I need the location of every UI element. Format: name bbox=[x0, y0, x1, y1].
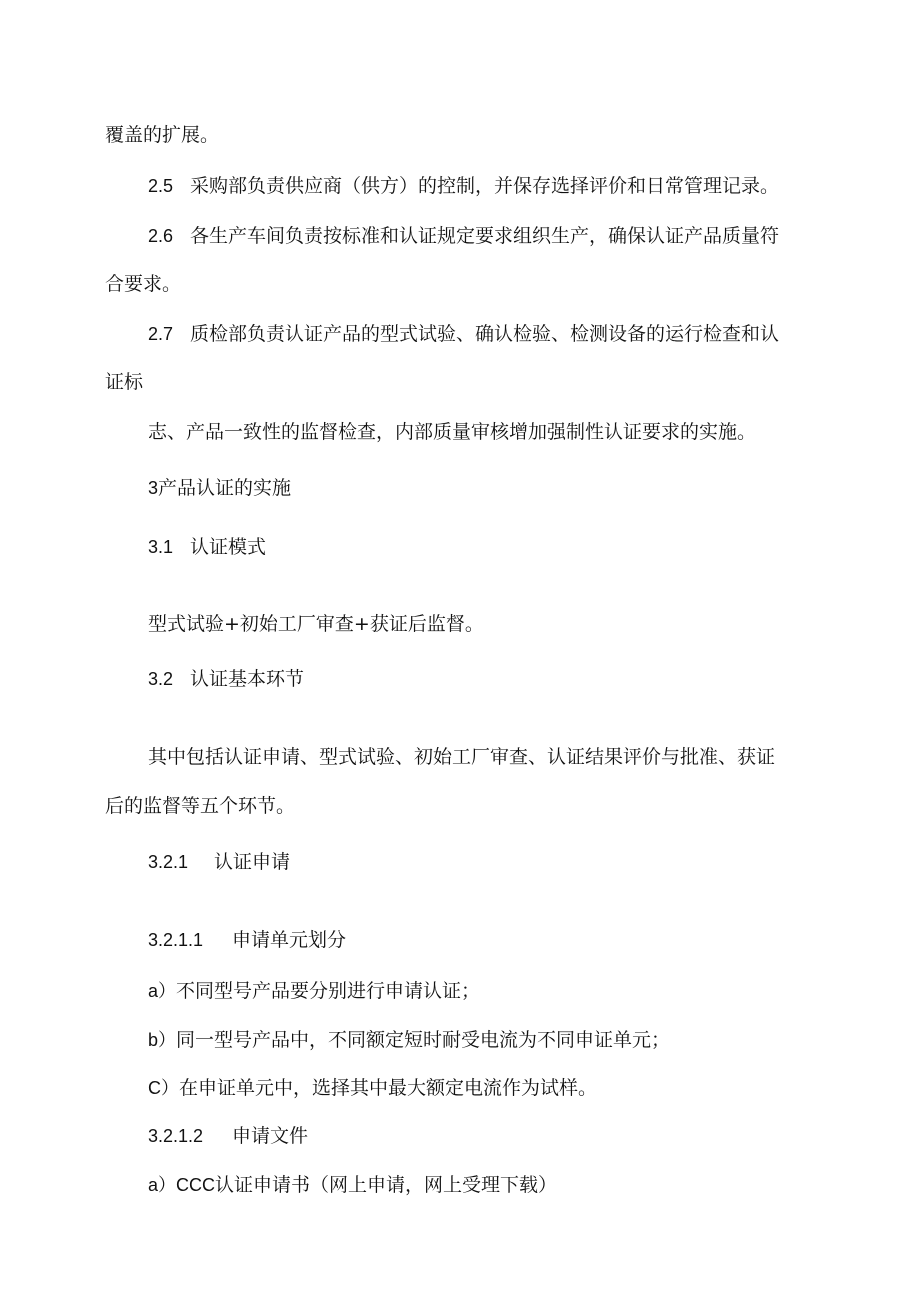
section-3-heading bbox=[148, 474, 291, 502]
text: 证标 bbox=[105, 371, 144, 393]
section-title: 认证基本环节 bbox=[190, 668, 305, 690]
clause-text: 采购部负责供应商（供方）的控制，并保存选择评价和日常管理记录。 bbox=[190, 175, 780, 197]
basic-steps-continuation bbox=[105, 792, 295, 820]
section-number: 3.2.1.1 bbox=[148, 930, 204, 950]
clause-2-6 bbox=[148, 222, 779, 250]
text: 后的监督等五个环节。 bbox=[105, 795, 296, 817]
basic-steps-text bbox=[148, 743, 775, 771]
clause-2-5 bbox=[148, 172, 779, 200]
list-text: 认证申请书（网上申请，网上受理下载） bbox=[215, 1174, 558, 1196]
section-number: 3.1 bbox=[148, 537, 174, 557]
list-marker: a） bbox=[148, 1175, 177, 1195]
section-number: 3.2.1.2 bbox=[148, 1126, 204, 1146]
clause-2-7 bbox=[148, 320, 779, 348]
section-title: 申请单元划分 bbox=[232, 929, 347, 951]
list-marker: b） bbox=[148, 1030, 177, 1050]
list-item-a bbox=[148, 977, 480, 1005]
clause-number: 2.5 bbox=[148, 176, 174, 196]
section-number: 3 bbox=[148, 478, 159, 498]
text: 覆盖的扩展。 bbox=[105, 124, 220, 146]
clause-text: 质检部负责认证产品的型式试验、确认检验、检测设备的运行检查和认 bbox=[190, 323, 780, 345]
clause-2-6-continuation bbox=[105, 270, 181, 298]
clause-number: 2.7 bbox=[148, 324, 174, 344]
text: 合要求。 bbox=[105, 273, 182, 295]
list-item-b bbox=[148, 1026, 670, 1054]
section-3-1-heading bbox=[148, 533, 266, 561]
clause-2-7-continuation-2 bbox=[148, 418, 756, 446]
section-title: 申请文件 bbox=[232, 1125, 309, 1147]
list-marker: C） bbox=[148, 1078, 179, 1098]
clause-2-7-continuation bbox=[105, 368, 143, 396]
list-text: 不同型号产品要分别进行申请认证； bbox=[176, 980, 481, 1002]
paragraph-continuation bbox=[105, 121, 219, 149]
ccc-code: CCC bbox=[176, 1175, 216, 1195]
list-item-c bbox=[148, 1074, 597, 1102]
clause-text: 各生产车间负责按标准和认证规定要求组织生产，确保认证产品质量符 bbox=[190, 225, 780, 247]
section-title: 认证申请 bbox=[214, 851, 291, 873]
application-docs-item-a bbox=[148, 1171, 557, 1199]
section-3-2-1-2-heading bbox=[148, 1122, 308, 1150]
list-text: 同一型号产品中，不同额定短时耐受电流为不同申证单元； bbox=[176, 1029, 671, 1051]
text: 型式试验+初始工厂审查+获证后监督。 bbox=[148, 613, 484, 635]
section-number: 3.2 bbox=[148, 669, 174, 689]
clause-number: 2.6 bbox=[148, 226, 174, 246]
text: 志、产品一致性的监督检查，内部质量审核增加强制性认证要求的实施。 bbox=[148, 421, 757, 443]
section-title: 认证模式 bbox=[190, 536, 267, 558]
section-3-2-1-heading bbox=[148, 848, 290, 876]
section-3-2-1-1-heading bbox=[148, 926, 346, 954]
list-text: 在申证单元中，选择其中最大额定电流作为试样。 bbox=[179, 1077, 598, 1099]
text: 其中包括认证申请、型式试验、初始工厂审查、认证结果评价与批准、获证 bbox=[148, 746, 776, 768]
certification-mode-text bbox=[148, 610, 484, 638]
list-marker: a） bbox=[148, 981, 177, 1001]
section-number: 3.2.1 bbox=[148, 852, 189, 872]
section-title: 产品认证的实施 bbox=[158, 477, 292, 499]
section-3-2-heading bbox=[148, 665, 304, 693]
